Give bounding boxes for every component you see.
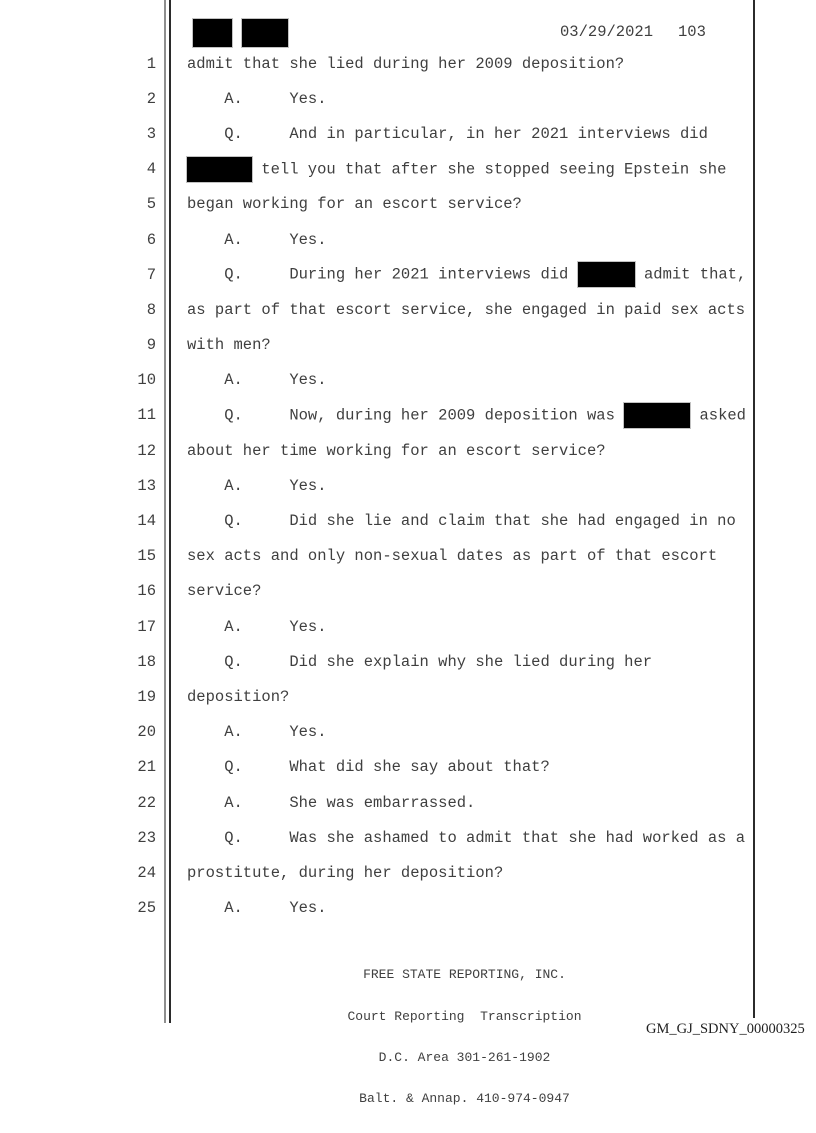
line-number: 19 — [137, 687, 156, 706]
transcript-line — [0, 363, 760, 398]
line-number: 5 — [146, 195, 156, 214]
transcript-line — [0, 468, 760, 503]
line-number: 22 — [137, 793, 156, 812]
line-text: Q. Did she explain why she lied during her — [187, 652, 653, 671]
line-text: A. Yes. — [187, 371, 327, 390]
line-text: A. Yes. — [187, 617, 327, 636]
footer-phone-dc: D.C. Area 301-261-1902 — [378, 1049, 551, 1065]
footer-phone-balt: Balt. & Annap. 410-974-0947 — [359, 1090, 570, 1106]
transcript-line — [0, 609, 760, 644]
line-text-after-redaction: asked — [690, 406, 746, 425]
line-text: Q. Was she ashamed to admit that she had worked as a — [187, 828, 746, 847]
transcript-line — [0, 855, 760, 890]
footer-services: Court Reporting Transcription — [347, 1008, 582, 1024]
transcript-line — [0, 292, 760, 327]
bates-number: GM_GJ_SDNY_00000325 — [646, 1021, 805, 1037]
transcript-line — [0, 539, 760, 574]
line-text-before-redaction: Q. Now, during her 2009 deposition was — [187, 406, 625, 425]
transcript-line — [0, 820, 760, 855]
redaction-box — [187, 157, 252, 182]
header-date: 03/29/2021 — [560, 23, 654, 41]
line-number: 11 — [137, 406, 156, 425]
line-text: as part of that escort service, she engaged in paid sex acts — [187, 300, 746, 319]
transcript-body — [0, 46, 760, 926]
line-number: 8 — [146, 300, 156, 319]
line-number: 24 — [137, 863, 156, 882]
line-number: 3 — [146, 124, 156, 143]
redaction-box — [242, 19, 288, 47]
line-text: A. Yes. — [187, 89, 327, 108]
line-number: 9 — [146, 336, 156, 355]
line-number: 21 — [137, 758, 156, 777]
line-number: 14 — [137, 512, 156, 531]
line-text: A. Yes. — [187, 476, 327, 495]
line-number: 25 — [137, 899, 156, 918]
transcript-line — [0, 328, 760, 363]
footer-firm-name: FREE STATE REPORTING, INC. — [363, 967, 566, 983]
line-number: 2 — [146, 89, 156, 108]
line-number: 13 — [137, 476, 156, 495]
transcript-line — [0, 116, 760, 151]
line-number: 16 — [137, 582, 156, 601]
line-text: Q. Did she lie and claim that she had engaged in no — [187, 512, 736, 531]
line-text: Q. What did she say about that? — [187, 758, 550, 777]
line-number: 18 — [137, 652, 156, 671]
line-text: A. She was embarrassed. — [187, 793, 476, 812]
line-number: 17 — [137, 617, 156, 636]
transcript-line — [0, 152, 760, 187]
redaction-box — [193, 19, 232, 47]
header-page-number: 103 — [678, 23, 706, 41]
line-text: A. Yes. — [187, 899, 327, 918]
redaction-box — [578, 262, 635, 287]
line-number: 23 — [137, 828, 156, 847]
line-text-after-redaction: tell you that after she stopped seeing Epstein she — [252, 160, 727, 179]
line-text: with men? — [187, 336, 271, 355]
line-number: 10 — [137, 371, 156, 390]
transcript-line — [0, 574, 760, 609]
transcript-line — [0, 222, 760, 257]
line-text-after-redaction: admit that, — [634, 265, 747, 284]
line-text: about her time working for an escort service? — [187, 441, 606, 460]
line-text: deposition? — [187, 687, 290, 706]
line-text — [187, 157, 726, 182]
transcript-line — [0, 257, 760, 292]
line-text: A. Yes. — [187, 723, 327, 742]
line-text: Q. And in particular, in her 2021 interviews did — [187, 124, 708, 143]
line-text: admit that she lied during her 2009 deposition? — [187, 54, 625, 73]
line-number: 4 — [146, 160, 156, 179]
line-text: began working for an escort service? — [187, 195, 522, 214]
line-number: 7 — [146, 265, 156, 284]
line-number: 20 — [137, 723, 156, 742]
transcript-line — [0, 398, 760, 433]
redaction-box — [624, 403, 690, 428]
line-text — [187, 403, 746, 428]
line-text: prostitute, during her deposition? — [187, 863, 504, 882]
line-number: 1 — [146, 54, 156, 73]
transcript-line — [0, 891, 760, 926]
transcript-line — [0, 715, 760, 750]
transcript-line — [0, 644, 760, 679]
transcript-line — [0, 46, 760, 81]
line-text: sex acts and only non-sexual dates as part of that escort — [187, 547, 718, 566]
line-number: 12 — [137, 441, 156, 460]
transcript-line — [0, 679, 760, 714]
line-number: 15 — [137, 547, 156, 566]
line-number: 6 — [146, 230, 156, 249]
transcript-line — [0, 785, 760, 820]
transcript-line — [0, 433, 760, 468]
transcript-line — [0, 503, 760, 538]
line-text: service? — [187, 582, 262, 601]
line-text: A. Yes. — [187, 230, 327, 249]
transcript-line — [0, 750, 760, 785]
transcript-line — [0, 81, 760, 116]
line-text — [187, 262, 746, 287]
line-text-before-redaction: Q. During her 2021 interviews did — [187, 265, 578, 284]
transcript-line — [0, 187, 760, 222]
